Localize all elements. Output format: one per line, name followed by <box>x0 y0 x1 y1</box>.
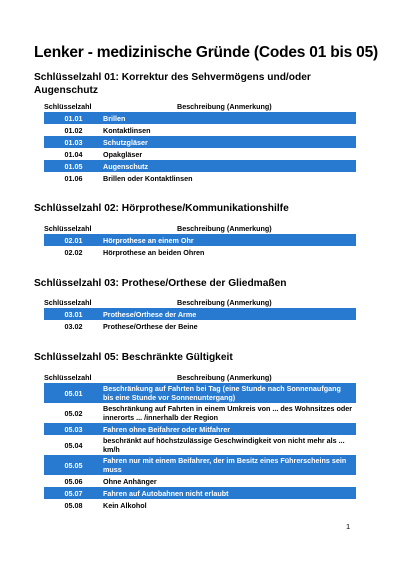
row-description: Beschränkung auf Fahrten in einem Umkreis von ... des Wohnsitzes oder innerorts ... /innerhalb der Region <box>103 404 353 422</box>
row-description: Beschränkung auf Fahrten bei Tag (eine Stunde nach Sonnenaufgang bis eine Stunde vor Sonnenuntergang) <box>103 384 341 402</box>
table-row <box>44 499 356 511</box>
row-code: 02.01 <box>64 236 83 245</box>
row-description: Brillen <box>103 114 126 123</box>
section-heading-02: Schlüsselzahl 02: Hörprothese/Kommunikationshilfe <box>34 203 289 214</box>
table-header-01 <box>44 100 356 112</box>
row-code: 05.04 <box>64 441 83 450</box>
section-heading-03: Schlüsselzahl 03: Prothese/Orthese der Gliedmaßen <box>34 278 287 289</box>
table-row <box>44 172 356 184</box>
row-code: 05.06 <box>64 477 83 486</box>
table-row <box>44 160 356 172</box>
row-code: 01.06 <box>64 174 83 183</box>
row-description: Brillen oder Kontaktlinsen <box>103 174 193 183</box>
section-heading-05: Schlüsselzahl 05: Beschränkte Gültigkeit <box>34 352 233 363</box>
table-row <box>44 112 356 124</box>
row-description: Ohne Anhänger <box>103 477 157 486</box>
table-row <box>44 320 356 332</box>
table-row <box>44 455 356 475</box>
column-header-code: Schlüsselzahl <box>44 298 92 307</box>
column-header-description: Beschreibung (Anmerkung) <box>177 298 272 307</box>
row-description: Hörprothese an beiden Ohren <box>103 248 205 257</box>
row-description: Fahren ohne Beifahrer oder Mitfahrer <box>103 425 231 434</box>
column-header-description: Beschreibung (Anmerkung) <box>177 224 272 233</box>
column-header-description: Beschreibung (Anmerkung) <box>177 102 272 111</box>
table-row <box>44 308 356 320</box>
section-heading-01: Schlüsselzahl 01: Korrektur des Sehvermögens und/oder Augenschutz <box>34 72 311 96</box>
table-row <box>44 383 356 403</box>
document-title: Lenker - medizinische Gründe (Codes 01 bis 05) <box>34 44 378 61</box>
row-code: 01.04 <box>64 150 83 159</box>
page-number: 1 <box>346 522 351 531</box>
row-code: 05.05 <box>64 461 83 470</box>
row-description: beschränkt auf höchstzulässige Geschwindigkeit von nicht mehr als ... km/h <box>103 436 345 454</box>
row-code: 01.03 <box>64 138 83 147</box>
table-row <box>44 403 356 423</box>
row-code: 05.03 <box>64 425 83 434</box>
row-code: 02.02 <box>64 248 83 257</box>
row-code: 01.05 <box>64 162 83 171</box>
table-row <box>44 423 356 435</box>
column-header-code: Schlüsselzahl <box>44 102 92 111</box>
table-row <box>44 234 356 246</box>
table-header-02 <box>44 222 356 234</box>
row-description: Schutzgläser <box>103 138 148 147</box>
column-header-description: Beschreibung (Anmerkung) <box>177 373 272 382</box>
table-header-03 <box>44 296 356 308</box>
table-row <box>44 475 356 487</box>
row-code: 03.02 <box>64 322 83 331</box>
row-description: Kontaktlinsen <box>103 126 151 135</box>
row-code: 01.02 <box>64 126 83 135</box>
row-description: Hörprothese an einem Ohr <box>103 236 194 245</box>
row-description: Prothese/Orthese der Arme <box>103 310 197 319</box>
table-header-05 <box>44 371 356 383</box>
row-code: 03.01 <box>64 310 83 319</box>
table-row <box>44 124 356 136</box>
column-header-code: Schlüsselzahl <box>44 373 92 382</box>
table-row <box>44 148 356 160</box>
table-row <box>44 136 356 148</box>
row-description: Fahren auf Autobahnen nicht erlaubt <box>103 489 229 498</box>
table-row <box>44 487 356 499</box>
row-description: Kein Alkohol <box>103 501 147 510</box>
row-code: 01.01 <box>64 114 83 123</box>
row-description: Fahren nur mit einem Beifahrer, der im Besitz eines Führerscheins sein muss <box>103 456 347 474</box>
row-code: 05.01 <box>64 389 83 398</box>
row-description: Opakgläser <box>103 150 143 159</box>
row-description: Augenschutz <box>103 162 149 171</box>
table-row <box>44 246 356 258</box>
row-code: 05.08 <box>64 501 83 510</box>
row-code: 05.02 <box>64 409 83 418</box>
column-header-code: Schlüsselzahl <box>44 224 92 233</box>
table-row <box>44 435 356 455</box>
row-description: Prothese/Orthese der Beine <box>103 322 198 331</box>
row-code: 05.07 <box>64 489 83 498</box>
